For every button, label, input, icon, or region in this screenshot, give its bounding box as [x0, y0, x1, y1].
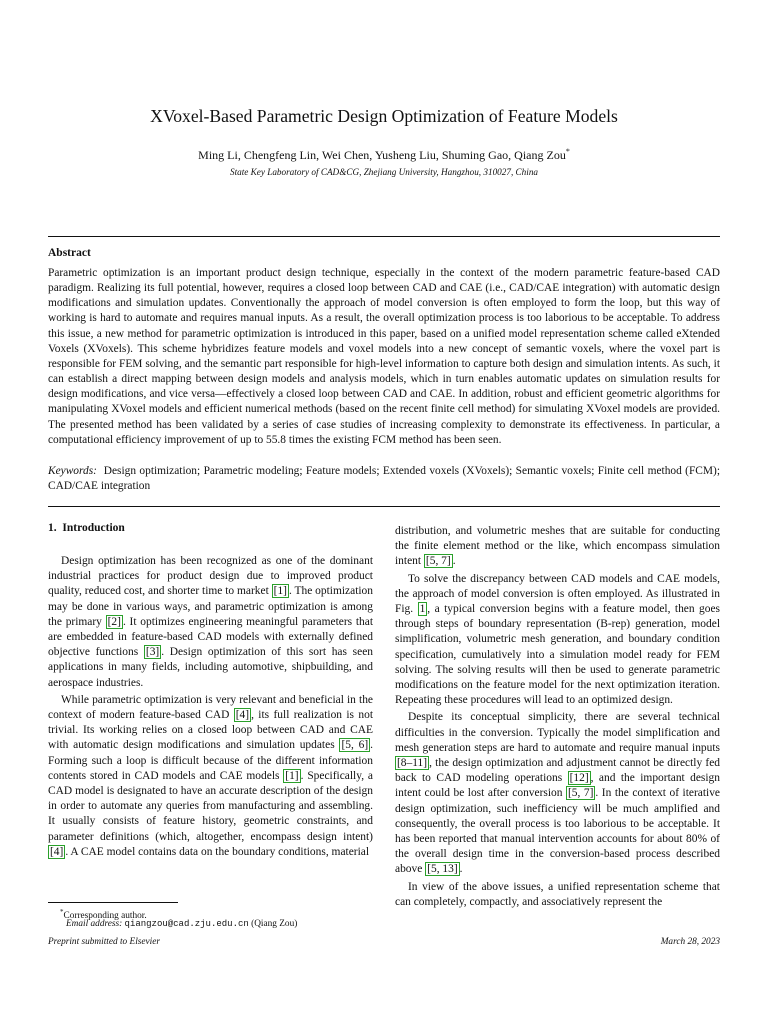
- author-names: Ming Li, Chengfeng Lin, Wei Chen, Yusheng Liu, Shuming Gao, Qiang Zou: [198, 148, 566, 162]
- bottom-rule: [48, 506, 720, 507]
- paragraph: Design optimization has been recognized as one of the dominant industrial practices for product design due to improved product quality, reduced cost, and shorter time to market [1] . The optimization may be done in various ways, and parametric optimization is among the primary [2] . It optimizes engineering meaningful parameters that are embedded in feature-based CAD models with externally defined objective functions [3] . Design optimization of this sort has seen applications in many fields, including automotive, shipbuilding, and aerospace industries.: [48, 555, 373, 689]
- paper-title: XVoxel-Based Parametric Design Optimization of Feature Models: [150, 106, 618, 126]
- author-list: [0, 147, 768, 163]
- citation-link[interactable]: [12]: [569, 772, 589, 785]
- paragraph: distribution, and volumetric meshes that are suitable for conducting the finite element method or the like, which encompass simulation intent [5, 7] .: [395, 525, 720, 568]
- email-address[interactable]: qiangzou@cad.zju.edu.cn: [124, 919, 249, 929]
- paragraph: Despite its conceptual simplicity, there are several technical difficulties in the conversion. Typically the model simplification and mesh generation steps are hard to automate and require manual inputs [8–11] , the design optimization and adjustment cannot be directly fed back to CAD modeling operations [12] , and the important design intent could be lost after conversion [5, 7] . In the context of iterative design optimization, such inefficiency will be much amplified and consequently, the overall process is too laborious to be acceptable. It has been reported that manual intervention accounts for about 80% of the overall design time in the conversion-based process described above [5, 13] .: [395, 711, 720, 876]
- keywords-label: Keywords:: [48, 465, 97, 477]
- section-title: Introduction: [62, 522, 125, 534]
- footnote-mark: *: [60, 908, 64, 916]
- abstract-heading: Abstract: [48, 247, 91, 259]
- citation-link[interactable]: [5, 13]: [427, 863, 458, 876]
- left-column: [48, 554, 373, 860]
- affiliation: State Key Laboratory of CAD&CG, Zhejiang University, Hangzhou, 310027, China: [229, 167, 539, 177]
- abstract-text: Parametric optimization is an important product design technique, especially in the context of the modern parametric feature-based CAD paradigm. Realizing its full potential, however, requires a closed loop between CAD and CAE (i.e., CAD/CAE integration) with automatic design modifications and simulation updates. Conventionally the approach of model conversion is often employed to form the loop, but this way of working is hard to automate and requires manual inputs. As a result, the overall optimization process is too laborious to be acceptable. To address this issue, a new method for parametric optimization is introduced in this paper, based on a unified model representation scheme called eXtended Voxels (XVoxels). This scheme hybridizes feature models and voxel models into a new concept of semantic voxels, where the voxel part is responsible for FEM solving, and the semantic part responsible for high-level information to capture both design and simulation intents. As such, it can establish a direct mapping between design models and analysis models, which in turn enables automatic updates on simulation results for design modifications, and vice versa—effectively a closed loop between CAD and CAE. In addition, robust and efficient geometric algorithms for manipulating XVoxel models and efficient numerical methods (based on the recent finite cell method) for simulating XVoxel models are provided. The presented method has been validated by a series of case studies of increasing complexity to demonstrate its effectiveness. In particular, a computational efficiency improvement of up to 55.8 times the existing FCM method has been seen.: [48, 267, 720, 446]
- figure-link[interactable]: 1: [419, 603, 426, 616]
- footnote-rule: [48, 902, 178, 903]
- citation-link[interactable]: [1]: [273, 585, 287, 598]
- footer-date: March 28, 2023: [660, 937, 720, 947]
- footer-left: Preprint submitted to Elsevier: [48, 937, 160, 947]
- citation-link[interactable]: [8–11]: [397, 757, 428, 770]
- citation-link[interactable]: [4]: [50, 845, 64, 858]
- keywords-text: Design optimization; Parametric modeling; Feature models; Extended voxels (XVoxels); Semantic voxels; Finite cell method (FCM); CAD/CAE integration: [48, 465, 720, 493]
- citation-link[interactable]: [4]: [235, 709, 250, 722]
- top-rule: [48, 236, 720, 237]
- section-number: 1.: [48, 522, 57, 534]
- paragraph: To solve the discrepancy between CAD models and CAE models, the approach of model conversion is often employed. As illustrated in Fig. 1 , a typical conversion begins with a feature model, then goes through steps of boundary representation (B-rep) generation, model simplification, volumetric mesh generation, and boundary condition specification, cumulatively into a simulation model ready for FEM solving. The solving results will then be used to generate parametric modifications on the feature model for the next optimization iteration. Repeating these procedures will lead to an optimized design.: [395, 572, 720, 707]
- footnote-email: [66, 918, 297, 930]
- citation-link[interactable]: [2]: [107, 615, 121, 628]
- email-label: Email address:: [66, 919, 123, 929]
- author-footnote-mark: *: [565, 147, 570, 156]
- section-heading: [48, 522, 125, 534]
- citation-link[interactable]: [3]: [145, 646, 160, 659]
- keywords: [48, 464, 720, 494]
- citation-link[interactable]: [1]: [285, 769, 299, 782]
- citation-link[interactable]: [5, 7]: [425, 555, 451, 568]
- paragraph: While parametric optimization is very relevant and beneficial in the context of modern feature-based CAD [4] , its full realization is not trivial. Its working relies on a closed loop between CAD and CAE with automatic design modifications and simulation updates [5, 6] . Forming such a loop is difficult because of the different information contents stored in CAD models and CAE models [1] . Specifically, a CAD model is designated to have an accurate description of the design in order to automate any queries from manufacturing and assembling. It usually consists of feature history, geometric constraints, and parameter definitions (which, altogether, encompass design intent) [4] . A CAE model contains data on the boundary conditions, material: [48, 693, 373, 858]
- right-column: [395, 524, 720, 910]
- paragraph: In view of the above issues, a unified representation scheme that can completely, compactly, and associatively represent the: [395, 880, 720, 908]
- citation-link[interactable]: [5, 6]: [341, 739, 369, 752]
- footnote-text: Corresponding author.: [63, 911, 147, 922]
- citation-link[interactable]: [5, 7]: [567, 787, 594, 800]
- email-owner: (Qiang Zou): [251, 919, 298, 929]
